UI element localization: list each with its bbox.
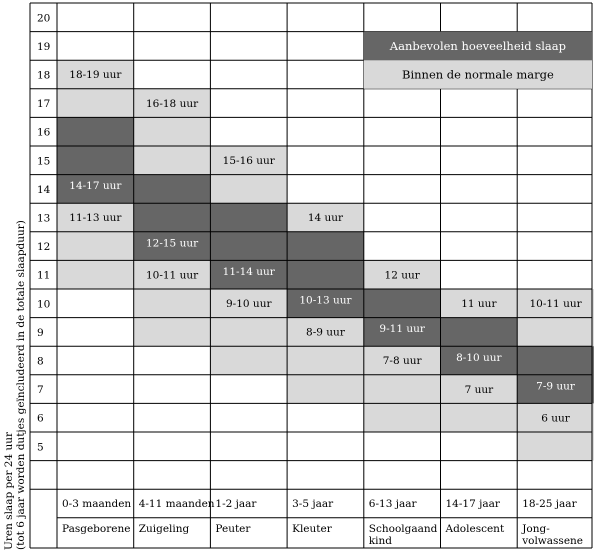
y-tick-label: 6 <box>37 412 44 425</box>
margin-upper-label: 18-19 uur <box>69 69 122 82</box>
category-labels <box>62 498 583 547</box>
category-name-label: volwassene <box>522 534 584 547</box>
margin-lower-label: 10-11 uur <box>145 269 199 282</box>
margin-lower-label: 7 uur <box>464 383 494 396</box>
category-age-label: 14-17 jaar <box>445 498 500 511</box>
category-name-label: Pasgeborene <box>62 522 131 535</box>
y-tick-label: 20 <box>37 12 51 25</box>
category-name-label: Zuigeling <box>138 522 190 535</box>
category-name-label: Adolescent <box>445 522 505 535</box>
legend-margin-label: Binnen de normale marge <box>402 67 554 82</box>
margin-lower-label: 7-8 uur <box>382 355 422 368</box>
y-tick-label: 7 <box>37 384 44 397</box>
recommended-label: 11-14 uur <box>222 266 275 278</box>
recommended-label: 9-11 uur <box>379 323 425 336</box>
y-tick-label: 11 <box>37 269 51 282</box>
y-axis <box>37 0 51 453</box>
category-name-label: kind <box>368 534 393 547</box>
margin-lower-label: 11-13 uur <box>69 212 122 225</box>
recommended-label: 14-17 uur <box>69 180 122 193</box>
recommended-label: 8-10 uur <box>456 351 502 364</box>
recommended-label: 12-15 uur <box>145 237 199 250</box>
y-tick-label: 18 <box>37 69 51 82</box>
y-axis-title <box>3 220 27 550</box>
y-tick-label: 13 <box>37 212 51 225</box>
y-tick-label: 19 <box>37 40 51 53</box>
category-age-label: 6-13 jaar <box>368 498 417 511</box>
category-name-label: Jong- <box>522 522 550 535</box>
y-axis-title-line2: (tot 6 jaar worden dutjes geïncludeerd in de totale slaapduur) <box>15 220 27 550</box>
category-name-label: Kleuter <box>292 522 332 535</box>
category-age-label: 4-11 maanden <box>138 498 215 511</box>
margin-upper-label: 11 uur <box>461 298 497 310</box>
y-tick-label: 8 <box>37 355 44 368</box>
y-tick-label: 15 <box>37 155 51 168</box>
y-axis-title-line1: Uren slaap per 24 uur <box>3 431 15 550</box>
margin-upper-label: 16-18 uur <box>145 97 199 110</box>
recommended-label: 7-9 uur <box>536 380 575 393</box>
margin-lower-label: 9-10 uur <box>226 298 272 310</box>
y-tick-label: 16 <box>37 126 51 139</box>
margin-lower-label: 6 uur <box>541 412 570 425</box>
y-tick-label: 12 <box>37 241 51 254</box>
margin-upper-label: 10-11 uur <box>529 298 582 310</box>
y-tick-label: 14 <box>37 183 51 196</box>
recommended-label: 10-13 uur <box>299 294 352 307</box>
y-tick-label: 9 <box>37 326 44 339</box>
legend <box>364 32 592 89</box>
margin-lower-label: 8-9 uur <box>306 326 345 339</box>
category-age-label: 1-2 jaar <box>215 498 257 511</box>
category-name-label: Schoolgaand <box>368 522 438 535</box>
margin-upper-label: 14 uur <box>307 212 344 225</box>
y-tick-label: 10 <box>37 298 51 311</box>
category-age-label: 18-25 jaar <box>522 498 577 511</box>
y-tick-label: 17 <box>37 98 51 111</box>
margin-upper-label: 15-16 uur <box>222 155 275 167</box>
category-name-label: Peuter <box>215 522 251 535</box>
margin-upper-label: 12 uur <box>384 269 420 282</box>
category-age-label: 0-3 maanden <box>62 498 132 511</box>
legend-recommended-label: Aanbevolen hoeveelheid slaap <box>389 38 566 53</box>
category-age-label: 3-5 jaar <box>292 498 334 511</box>
y-tick-label: 5 <box>37 441 44 454</box>
